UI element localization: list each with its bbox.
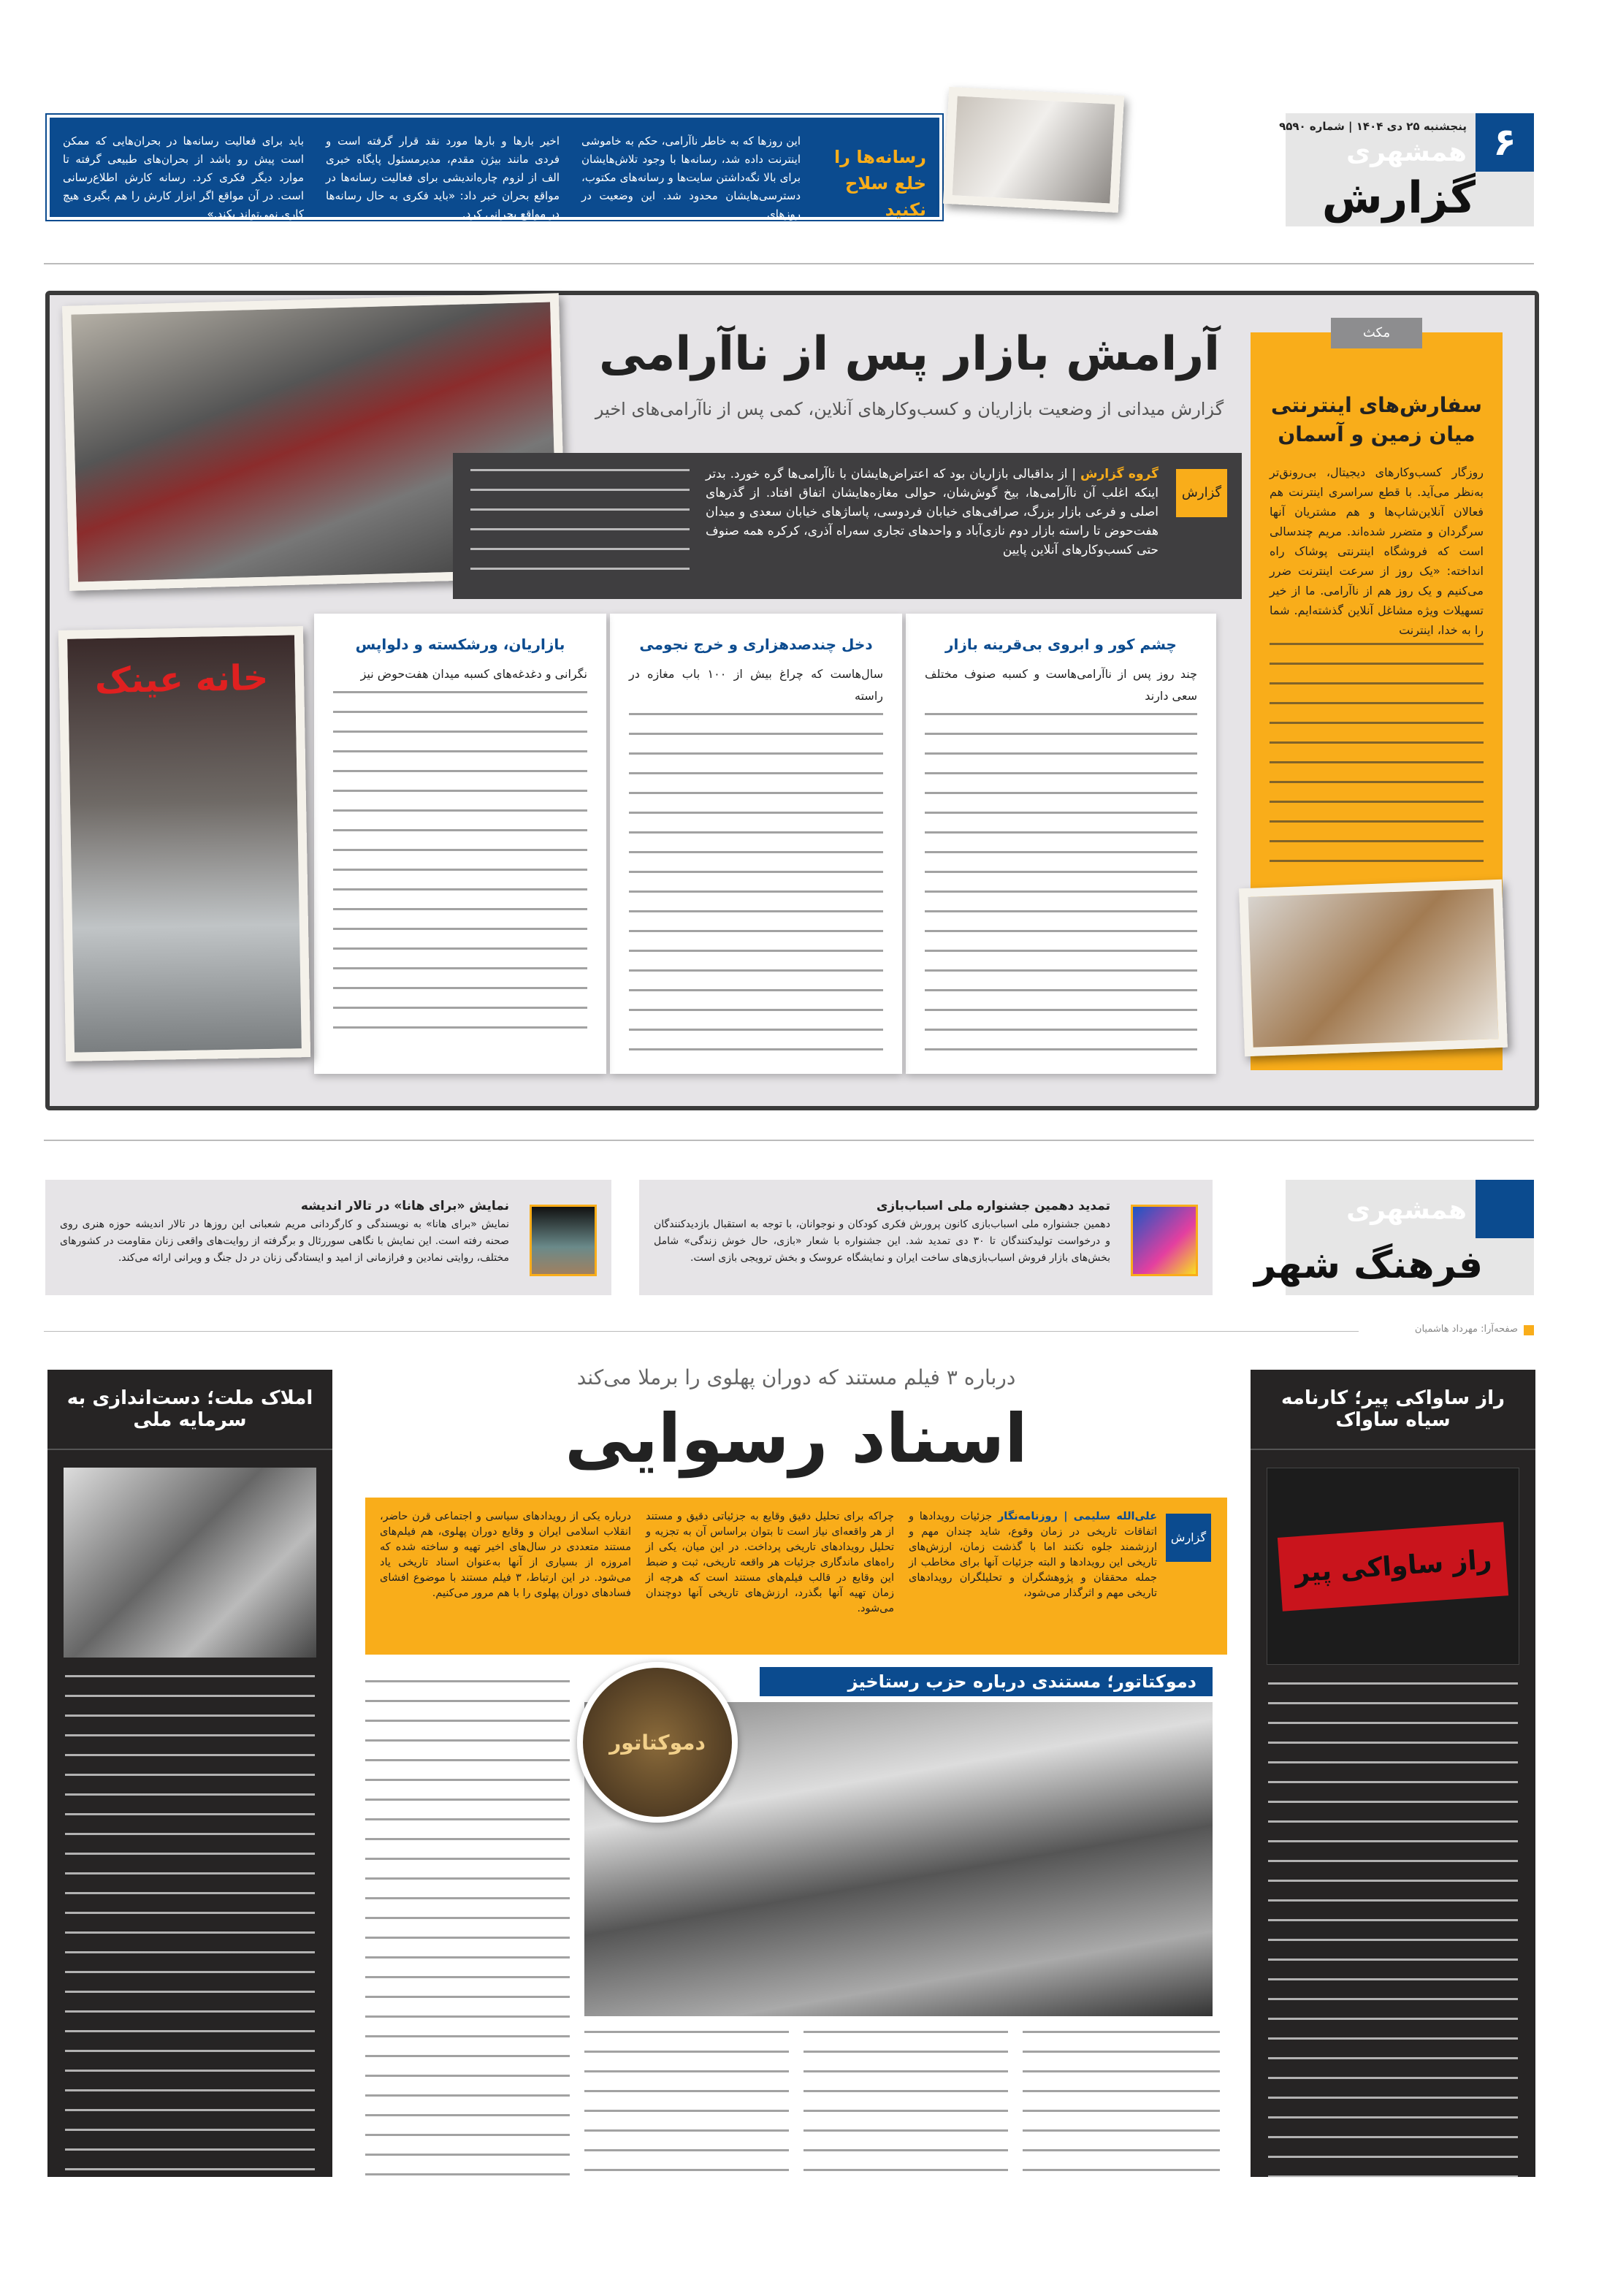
- poster-circle: [577, 1662, 738, 1823]
- shop-sign: خانه عینک: [94, 657, 269, 702]
- docs-intro-box: [365, 1498, 1227, 1655]
- news-box: [45, 1180, 611, 1295]
- report-label: گزارش: [1166, 1514, 1211, 1562]
- paper-logo: همشهری: [1346, 1195, 1467, 1225]
- article-lead: نگرانی و دغدغه‌های کسبه میدان هفت‌حوض نیز: [360, 667, 587, 681]
- feature-subheadline: گزارش میدانی از وضعیت بازاریان و کسب‌وکارهای آنلاین، کمی پس از ناآرامی‌های اخیر: [595, 399, 1224, 419]
- feature-headline: آرامش بازار پس از ناآرامی: [598, 327, 1221, 381]
- date-line: پنجشنبه ۲۵ دی ۱۴۰۴ | شماره ۹۵۹۰: [1279, 120, 1467, 133]
- intro-col: چراکه برای تحلیل دقیق وقایع به جزئیاتی دقیق و مستند از هر واقعه‌ای نیاز است تا بتوان براساس آن به تجزیه و تحلیل رویدادهای تاریخی پرداخت. در این میان، یکی از راه‌های ماندگاری جزئیات هر واقعه تاریخی، ثبت و ضبط این وقایع در قالب فیلم‌های مستند است که هرچه از زمان تهیه آنها بگذرد، ارزش‌های تاریخی آنها دوچندان می‌شود.: [646, 1511, 894, 1614]
- sidebar-title: سفارش‌های اینترنتی میان زمین و آسمان: [1271, 393, 1482, 446]
- page-number: ۶: [1476, 113, 1534, 172]
- docs-text-col: [584, 2031, 789, 2177]
- laptop-photo: [1239, 880, 1508, 1056]
- intro-col: درباره یکی از رویدادهای سیاسی و اجتماعی قرن حاضر، انقلاب اسلامی ایران و وقایع دوران پهلوی، هم فیلم‌های مستند متعددی در سال‌های اخیر تهیه و ساخته شده که امروزه از بسیاری از آنها به‌عنوان اسناد تاریخی یاد می‌شود. در این ارتباط، ۳ فیلم مستند با موضوع افشای فسادهای دوران پهلوی را با هم مرور می‌کنیم.: [380, 1511, 631, 1599]
- layout-credit: صفحه‌آرا: مهرداد هاشمیان: [1414, 1324, 1518, 1335]
- divider: [44, 1140, 1534, 1141]
- side-box-left: [47, 1370, 332, 2177]
- news-title: تمدید دهمین جشنواره ملی اسباب‌بازی: [876, 1199, 1110, 1213]
- masthead: [1279, 113, 1534, 226]
- sidebar-tag: مکث: [1331, 318, 1422, 348]
- side-box-title: راز ساواکی پیر؛ کارنامه سیاه ساواک: [1251, 1370, 1535, 1450]
- intro-box: گزارش گروه گزارش | از بداقبالی بازاریان بود که اعتراض‌هایشان با ناآرامی‌ها گره خورد. بدتر اینکه اغلب آن ناآرامی‌ها، بیخ گوش‌شان، حوالی مغازه‌هایشان اتفاق افتاد. از گذرهای اصلی و فرعی بازار بزرگ، صرافی‌های خیابان فردوسی، پاساژهای خیابان سعدی و میدان هفت‌حوض تا راسته بازار دوم نازی‌آباد و واحدهای تجاری سه‌راه آذری، کرکره همه صنوف حتی کسب‌وکارهای آنلاین پایین: [453, 453, 1242, 599]
- savak-poster: [1267, 1468, 1519, 1665]
- paper-logo: همشهری: [1346, 137, 1467, 167]
- teaser-col: اخیر بارها و بارها مورد نقد قرار گرفته است و فردی مانند بیژن مقدم، مدیرمسئول پایگاه خبری الف از لزوم چاره‌اندیشی برای فعالیت رسانه‌ها در مواقع بحران خبر داد: «باید فکری به حال رسانه‌ها در مواقع بحرانی کرد.: [326, 134, 560, 221]
- report-label: گزارش: [1176, 469, 1227, 517]
- band-title: دموکتاتور؛ مستندی درباره حزب رستاخیز: [760, 1667, 1213, 1696]
- toy-festival-image: [1131, 1205, 1198, 1276]
- docs-headline: اسناد رسوایی: [565, 1400, 1028, 1478]
- docs-text-col: [1023, 2031, 1220, 2177]
- play-image: [530, 1205, 597, 1276]
- intro-text: از بداقبالی بازاریان بود که اعتراض‌هایشان با ناآرامی‌ها گره خورد. بدتر اینکه اغلب آن ناآرامی‌ها، بیخ گوش‌شان، حوالی مغازه‌هایشان اتفاق افتاد. از گذرهای اصلی و فرعی بازار بزرگ، صرافی‌های خیابان فردوسی، پاساژهای خیابان سعدی و میدان هفت‌حوض تا راسته بازار دوم نازی‌آباد و واحدهای تجاری سه‌راه آذری، کرکره همه صنوف حتی کسب‌وکارهای آنلاین پایین: [706, 467, 1159, 557]
- teaser-col: باید برای فعالیت رسانه‌ها در بحران‌هایی که ممکن است پیش رو باشد از بحران‌های طبیعی گرفته تا موارد دیگر فکری کرد. رسانه کارش اطلاع‌رسانی است. در آن مواقع اگر ابزار کارش را هم بگیری هیچ کاری نمی‌تواند بکند.»: [63, 134, 304, 221]
- blue-square: [1476, 1180, 1534, 1238]
- byline: علی‌الله سلیمی | روزنامه‌نگار: [997, 1511, 1158, 1522]
- teaser-title: رسانه‌ها را خلع سلاح نکنید: [833, 147, 926, 220]
- historic-photo: [64, 1468, 316, 1658]
- culture-section-title: فرهنگ شهر: [1254, 1243, 1483, 1287]
- docs-text-col: [804, 2031, 1008, 2177]
- article-card: [314, 614, 606, 1074]
- article-lead: سال‌هاست که چراغ بیش از ۱۰۰ باب مغازه در راسته: [629, 667, 883, 703]
- credit-line: [44, 1324, 1534, 1338]
- news-body: نمایش «برای هانا» به نویسندگی و کارگردانی مریم شعبانی این روزها در تالار اندیشه حوزه هنری روی صحنه رفته است. این نمایش با نگاهی سوررئال و برگرفته از روایت‌های واقعی زنان مقاومت در کشورهای مختلف، روایتی نمادین و فرازمانی از امید و ایستادگی زنان در دل جنگ و ویرانی ارائه می‌کند.: [60, 1218, 509, 1264]
- news-body: دهمین جشنواره ملی اسباب‌بازی کانون پرورش فکری کودکان و نوجوانان، با توجه به استقبال بازدیدکنندگان و درخواست تولیدکنندگان تا ۳۰ دی تمدید شد. این جشنواره با شعار «بازی، حال خوش زندگی» شامل بخش‌های بازار فروش اسباب‌بازی‌های ساخت ایران و نمایشگاه عروسک و بخش ترویجی بازی است.: [654, 1218, 1110, 1264]
- news-box: [639, 1180, 1213, 1295]
- phone-photo: [943, 87, 1124, 213]
- sidebar-body: روزگار کسب‌وکارهای دیجیتال، بی‌رونق‌تر به‌نظر می‌آید. با قطع سراسری اینترنت هم فعالان آنلاین‌شاپ‌ها و هم مشتریان آنها سرگردان و متضرر شده‌اند. مریم چندسالی است که فروشگاه اینترنتی پوشاک راه انداخته: «یک روز از سرعت اینترنت ضرر می‌کنیم و یک روز هم از ناآرامی. ما از خیر تسهیلات ویژه مشاغل آنلاین گذشته‌ایم. شما را به خدا، اینترنت: [1270, 465, 1484, 637]
- article-lead: چند روز پس از ناآرامی‌هاست و کسبه صنوف مختلف سعی دارند: [925, 667, 1197, 703]
- poster-title: راز ساواکی پیر: [1278, 1522, 1509, 1611]
- docs-kicker: درباره ۳ فیلم مستند که دوران پهلوی را برملا می‌کند: [576, 1365, 1016, 1389]
- docs-text-col: [365, 1680, 570, 2177]
- teaser-col: این روزها که به خاطر ناآرامی، حکم به خاموشی اینترنت داده شد، رسانه‌ها با وجود تلاش‌هایشان برای بالا نگه‌داشتن سایت‌ها و رسانه‌های مکتوب، دسترسی‌هایشان محدود شد. این وضعیت در روزهای: [581, 134, 801, 221]
- article-title: چشم کور و ابروی بی‌قرینه بازار: [945, 636, 1177, 653]
- teaser-box: [45, 113, 944, 221]
- intro-col: جزئیات رویدادها و اتفاقات تاریخی در زمان وقوع، شاید چندان مهم و ارزشمند جلوه نکنند اما با گذشت زمان، ارزش‌های تاریخی این رویدادها و البته جزئیات آنها برای مخاطب از جمله محققان و پژوهشگران و تحلیلگران رویدادهای تاریخی مهم و اثرگذار می‌شود،: [909, 1511, 1157, 1599]
- side-box-title: املاک ملت؛ دست‌اندازی به سرمایه ملی: [47, 1370, 332, 1450]
- article-title: دخل چندصدهزاری و خرج نجومی: [639, 636, 873, 653]
- news-title: نمایش «برای هانا» در تالار اندیشه: [300, 1199, 509, 1213]
- section-title: گزارش: [1321, 172, 1476, 224]
- divider: [44, 263, 1534, 264]
- optic-shop-photo: [58, 626, 310, 1061]
- culture-masthead: [1254, 1180, 1534, 1295]
- article-card: [906, 614, 1216, 1074]
- byline: گروه گزارش: [1080, 467, 1159, 481]
- poster-text: دموکتاتور: [609, 1730, 706, 1755]
- side-box-right: [1251, 1370, 1535, 2177]
- article-title: بازاریان، ورشکسته و دلواپس: [355, 636, 565, 653]
- article-card: [610, 614, 902, 1074]
